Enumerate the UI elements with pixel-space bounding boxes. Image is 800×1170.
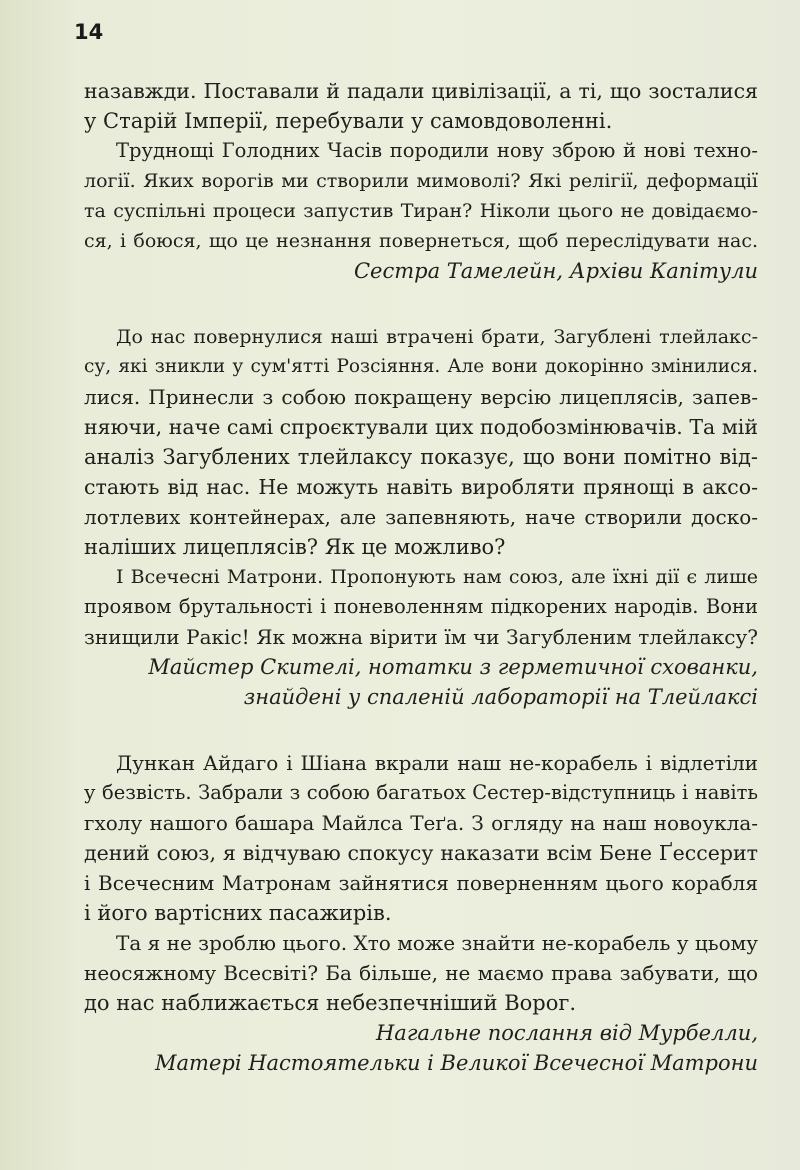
text-line: няючи, наче самі спроєктували цих подобозмінювачів. Та мій: [84, 415, 758, 439]
text-line: знищили Ракіс! Як можна вірити їм чи Загубленим тлейлаксу?: [84, 625, 758, 649]
attribution-line: знайдені у спаленій лабораторії на Тлейлаксі: [243, 685, 758, 709]
section-gap: [84, 286, 758, 322]
text-line: ся, і боюся, що це незнання повернеться, щоб переслідувати нас.: [84, 230, 758, 252]
attribution-line: Сестра Тамелейн, Архіви Капітули: [353, 259, 758, 283]
attribution-line: Нагальне послання від Мурбелли,: [375, 1021, 758, 1045]
page-number: 14: [74, 20, 104, 44]
text-line: назавжди. Поставали й падали цивілізації, а ті, що зосталися: [84, 79, 758, 103]
text-line: у безвість. Забрали з собою багатьох Сестер-відступниць і навіть: [84, 781, 758, 804]
text-line: у Старій Імперії, перебували у самовдоволенні.: [84, 109, 613, 133]
text-line: стають від нас. Не можуть навіть виробляти прянощі в аксо-: [84, 475, 758, 499]
text-line: неосяжному Всесвіті? Ба більше, не маємо права забувати, що: [84, 961, 758, 985]
text-line: Труднощі Голодних Часів породили нову зброю й нові техно-: [116, 139, 758, 162]
text-line: су, які зникли у сум'ятті Розсіяння. Але вони докорінно змінилися.: [84, 356, 758, 377]
text-line: дений союз, я відчуваю спокусу наказати всім Бене Ґессерит: [84, 841, 758, 865]
text-line: лися. Принесли з собою покращену версію лицеплясів, запев-: [84, 385, 758, 409]
text-line: і його вартісних пасажирів.: [84, 901, 392, 925]
text-line: та суспільні процеси запустив Тиран? Ніколи цього не довідаємо-: [84, 200, 758, 222]
text-line: Дункан Айдаго і Шіана вкрали наш не-корабель і відлетіли: [116, 751, 758, 775]
text-line: лотлевих контейнерах, але запевняють, наче створили доско-: [84, 505, 758, 529]
text-line: І Всечесні Матрони. Пропонують нам союз, але їхні дії є лише: [116, 566, 758, 588]
attribution-line: Матері Настоятельки і Великої Всечесної Матрони: [155, 1051, 758, 1075]
text-line: і Всечесним Матронам зайнятися поверненням цього корабля: [84, 871, 758, 895]
text-line: проявом брутальності і поневоленням підкорених народів. Вони: [84, 595, 758, 618]
text-line: аналіз Загублених тлейлаксу показує, що вони помітно від-: [84, 445, 758, 469]
attribution-line: Майстер Скителі, нотатки з герметичної схованки,: [148, 655, 758, 679]
text-column: [84, 76, 758, 1078]
text-line: наліших лицеплясів? Як це можливо?: [84, 535, 506, 559]
text-line: логії. Яких ворогів ми створили мимоволі? Які релігії, деформації: [84, 170, 758, 192]
text-line: до нас наближається небезпечніший Ворог.: [84, 991, 577, 1015]
section-gap: [84, 712, 758, 748]
text-line: До нас повернулися наші втрачені брати, Загублені тлейлакс-: [116, 326, 758, 348]
text-line: Та я не зроблю цього. Хто може знайти не-корабель у цьому: [116, 931, 758, 955]
text-line: гхолу нашого башара Майлса Теґа. З огляду на наш новоукла-: [84, 811, 758, 835]
